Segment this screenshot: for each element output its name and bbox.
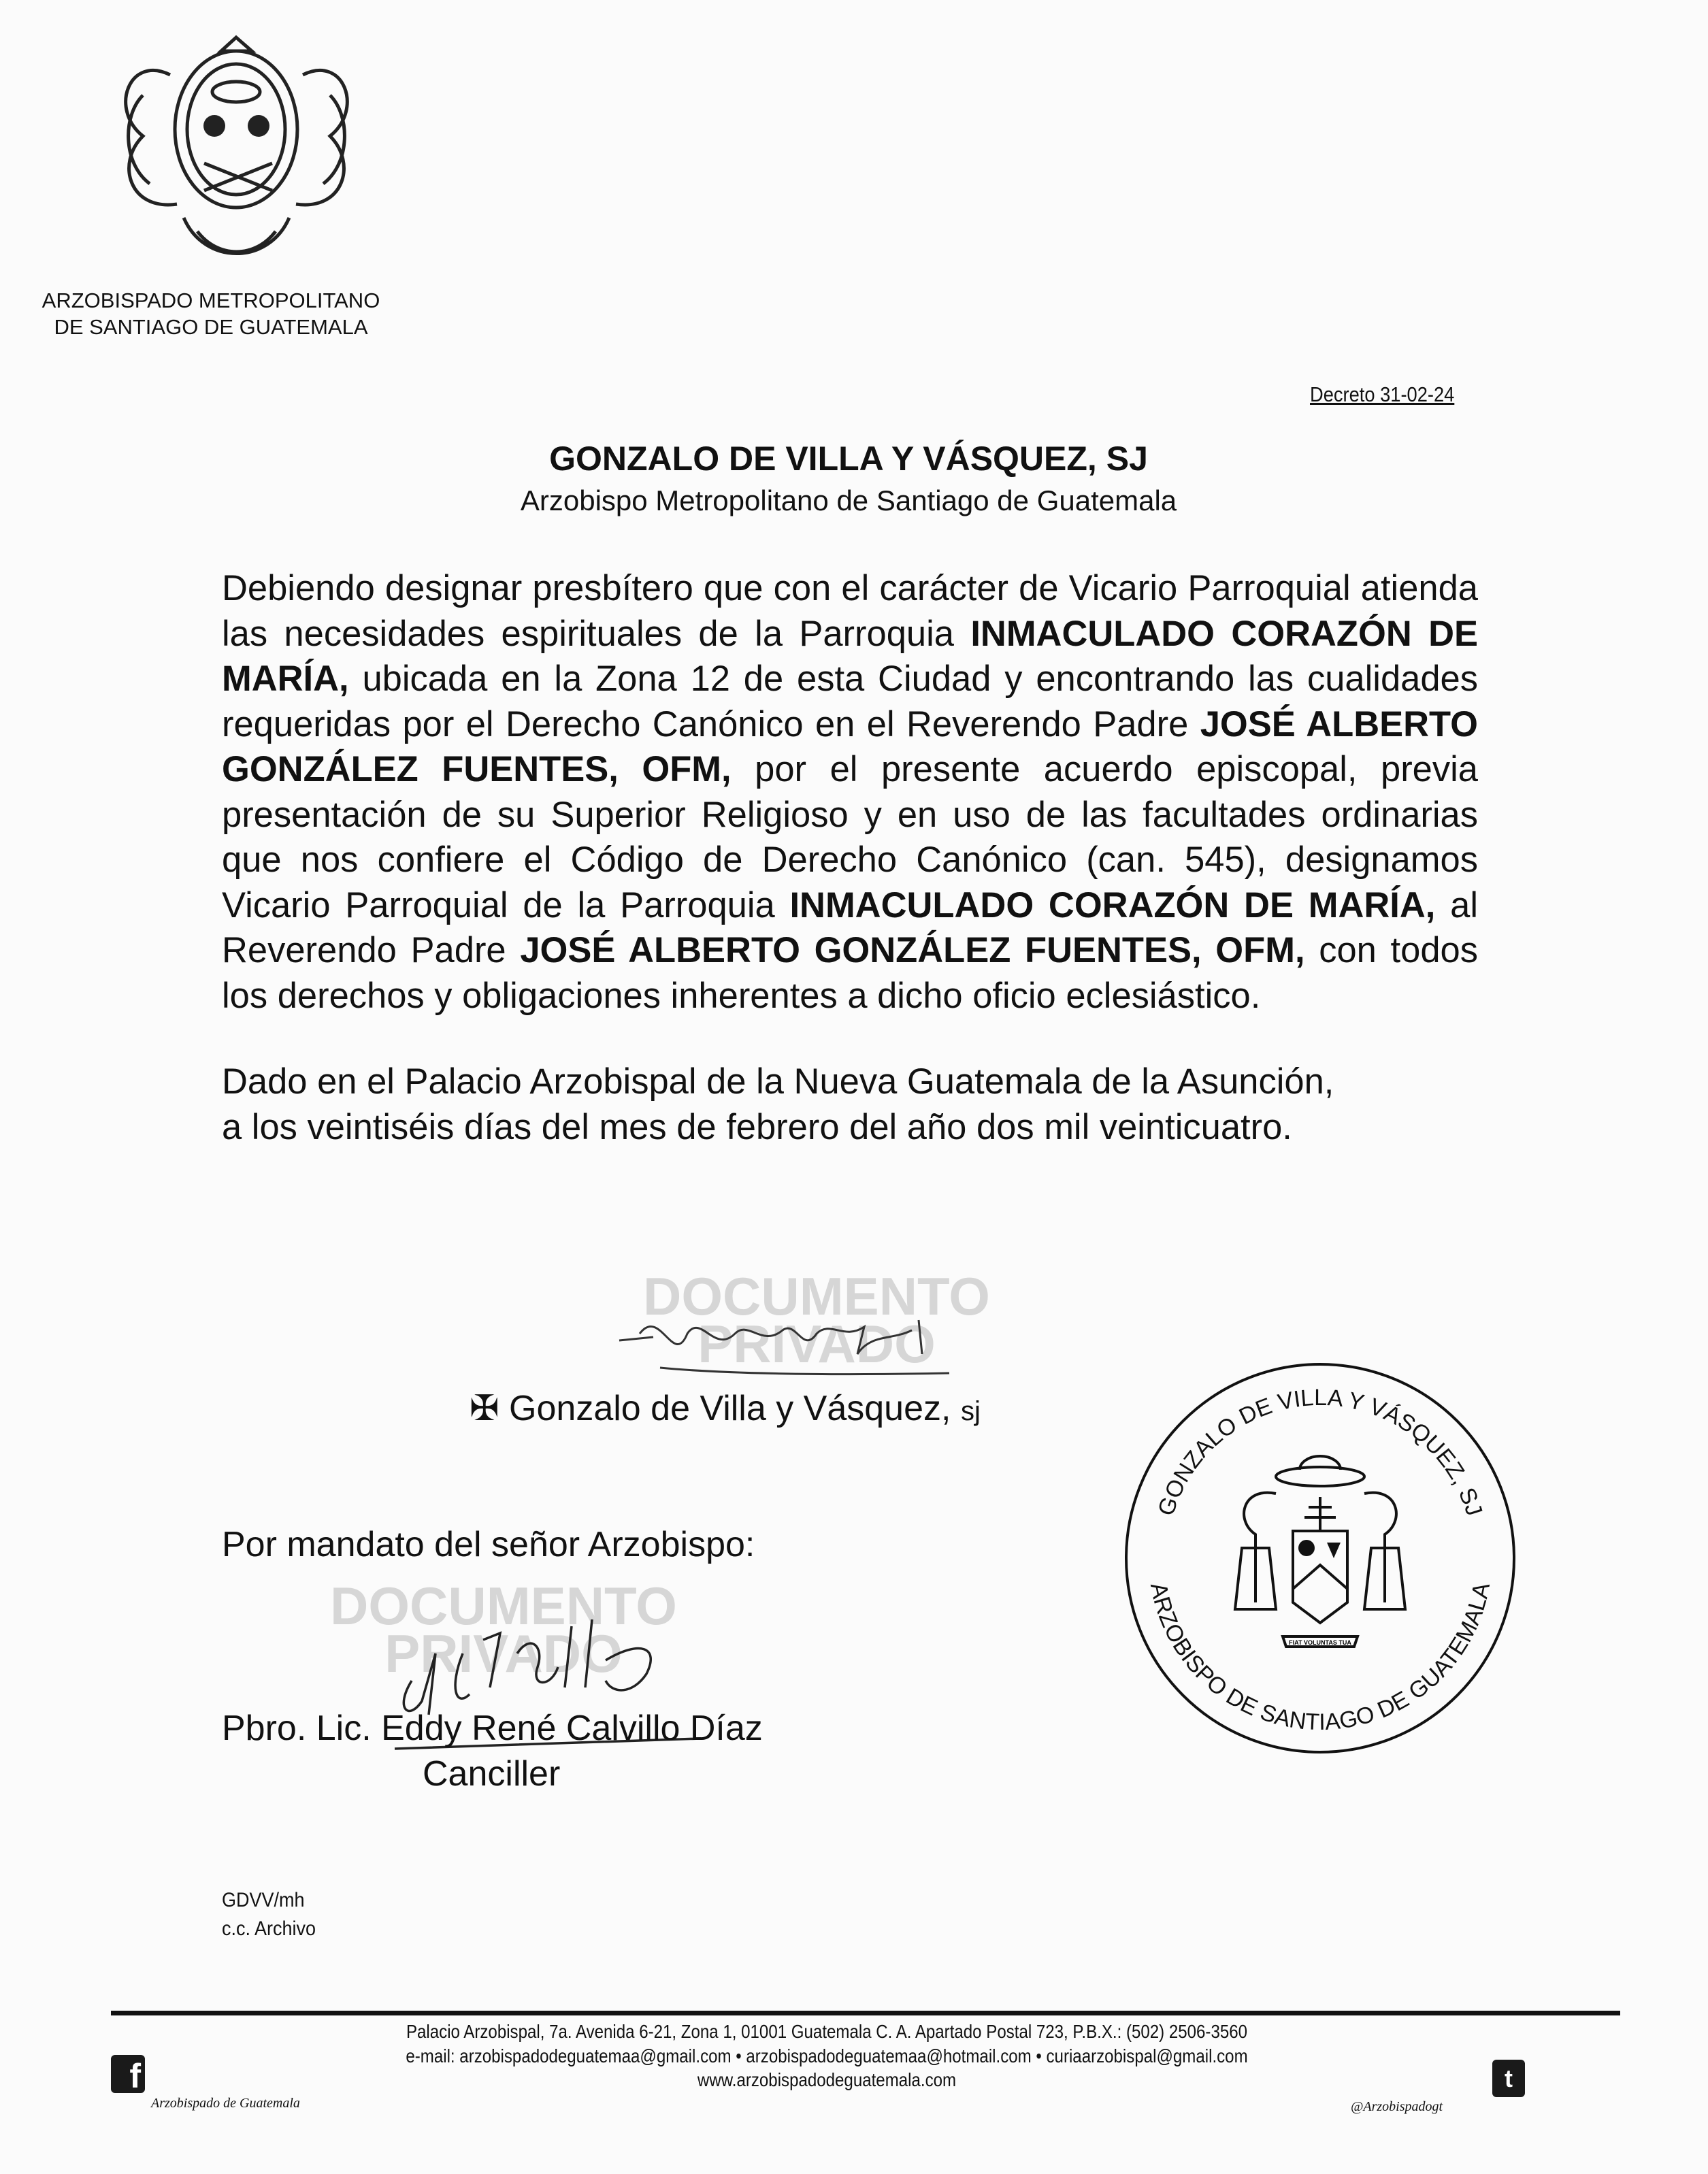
org-line-1: ARZOBISPADO METROPOLITANO — [42, 289, 380, 312]
references — [222, 1886, 316, 1943]
cross-icon: ✠ — [470, 1389, 499, 1428]
dated-line-1: Dado en el Palacio Arzobispal de la Nueva Guatemala de la Asunción, — [222, 1061, 1334, 1102]
decree-number: Decreto 31-02-24 — [1310, 382, 1455, 406]
text-segment: con todos los derechos y obligaciones inherentes a dicho oficio eclesiástico. — [222, 930, 1478, 1016]
bold-text-segment: INMACULADO CORAZÓN DE MARÍA, — [222, 613, 1478, 699]
watermark-2-line-1: DOCUMENTO — [330, 1576, 677, 1636]
document-title: GONZALO DE VILLA Y VÁSQUEZ, SJ — [549, 440, 1148, 478]
archbishop-signature — [612, 1293, 966, 1402]
watermark-line-1: DOCUMENTO — [643, 1266, 990, 1326]
seal-motto: FIAT VOLUNTAS TUA — [1289, 1639, 1351, 1646]
facebook-label[interactable]: Arzobispado de Guatemala — [151, 2096, 300, 2111]
archbishop-suffix: sj — [960, 1396, 981, 1426]
copy-to: c.c. Archivo — [222, 1917, 316, 1940]
bold-text-segment: JOSÉ ALBERTO GONZÁLEZ FUENTES, OFM, — [222, 704, 1478, 789]
dated-line-2: a los veintiséis días del mes de febrero del año dos mil veinticuatro. — [222, 1106, 1292, 1147]
document-subtitle: Arzobispo Metropolitano de Santiago de Guatemala — [520, 484, 1177, 516]
footer-emails[interactable]: e-mail: arzobispadodeguatemaa@gmail.com • arzobispadodeguatemaa@hotmail.com • curiaarzobispal@gmail.com — [406, 2045, 1248, 2066]
organization-name — [41, 287, 381, 340]
svg-text:ARZOBISPO DE SANTIAGO DE GUATE — [1145, 1580, 1495, 1735]
text-segment: Debiendo designar presbítero que con el carácter de Vicario Parroquial atienda las necesidades espirituales de la Parroquia — [222, 568, 1478, 654]
decree-paragraph — [222, 566, 1478, 1019]
org-line-2: DE SANTIAGO DE GUATEMALA — [54, 315, 368, 339]
archbishop-seal-stamp — [1116, 1354, 1524, 1762]
twitter-label[interactable]: @Arzobispadogt — [1351, 2099, 1443, 2114]
text-segment: ubicada en la Zona 12 de esta Ciudad y encontrando las cualidades requeridas por el Derecho Canónico en el Reverendo Padre — [222, 659, 1478, 744]
bold-text-segment: JOSÉ ALBERTO GONZÁLEZ FUENTES, OFM, — [520, 930, 1305, 970]
footer-divider — [111, 2011, 1620, 2015]
footer-address: Palacio Arzobispal, 7a. Avenida 6-21, Zona 1, 01001 Guatemala C. A. Apartado Postal 723, P.B.X.: (502) 2506-3560 — [406, 2021, 1248, 2042]
seal-bottom-text: ARZOBISPO DE SANTIAGO DE GUATEMALA — [1145, 1580, 1496, 1736]
archdiocese-coat-of-arms-logo — [102, 27, 371, 279]
archbishop-signature-name — [470, 1388, 981, 1429]
twitter-icon[interactable]: t — [1492, 2060, 1525, 2097]
watermark-line-2: PRIVADO — [697, 1314, 936, 1374]
facebook-icon[interactable]: f — [111, 2055, 145, 2093]
chancellor-name: Pbro. Lic. Eddy René Calvillo Díaz — [222, 1709, 763, 1748]
text-segment: al Reverendo Padre — [222, 885, 1478, 970]
chancellor-title: Canciller — [423, 1754, 561, 1794]
mandate-line: Por mandato del señor Arzobispo: — [222, 1525, 755, 1564]
seal-top-text: GONZALO DE VILLA Y VÁSQUEZ, SJ — [1153, 1384, 1488, 1519]
archbishop-name: Gonzalo de Villa y Vásquez, — [509, 1389, 951, 1428]
text-segment: por el presente acuerdo episcopal, previa presentación de su Superior Religioso y en uso de las facultades ordinarias que nos confiere el Código de Derecho Canónico (can. 545), designamos Vicario Parroquial de la Parroquia — [222, 749, 1478, 925]
initials: GDVV/mh — [222, 1889, 305, 1911]
document-body — [222, 566, 1478, 1150]
watermark-2-line-2: PRIVADO — [384, 1624, 623, 1683]
dated-paragraph — [222, 1059, 1478, 1150]
footer-website[interactable]: www.arzobispadodeguatemala.com — [697, 2069, 957, 2090]
bold-text-segment: INMACULADO CORAZÓN DE MARÍA, — [789, 885, 1436, 925]
